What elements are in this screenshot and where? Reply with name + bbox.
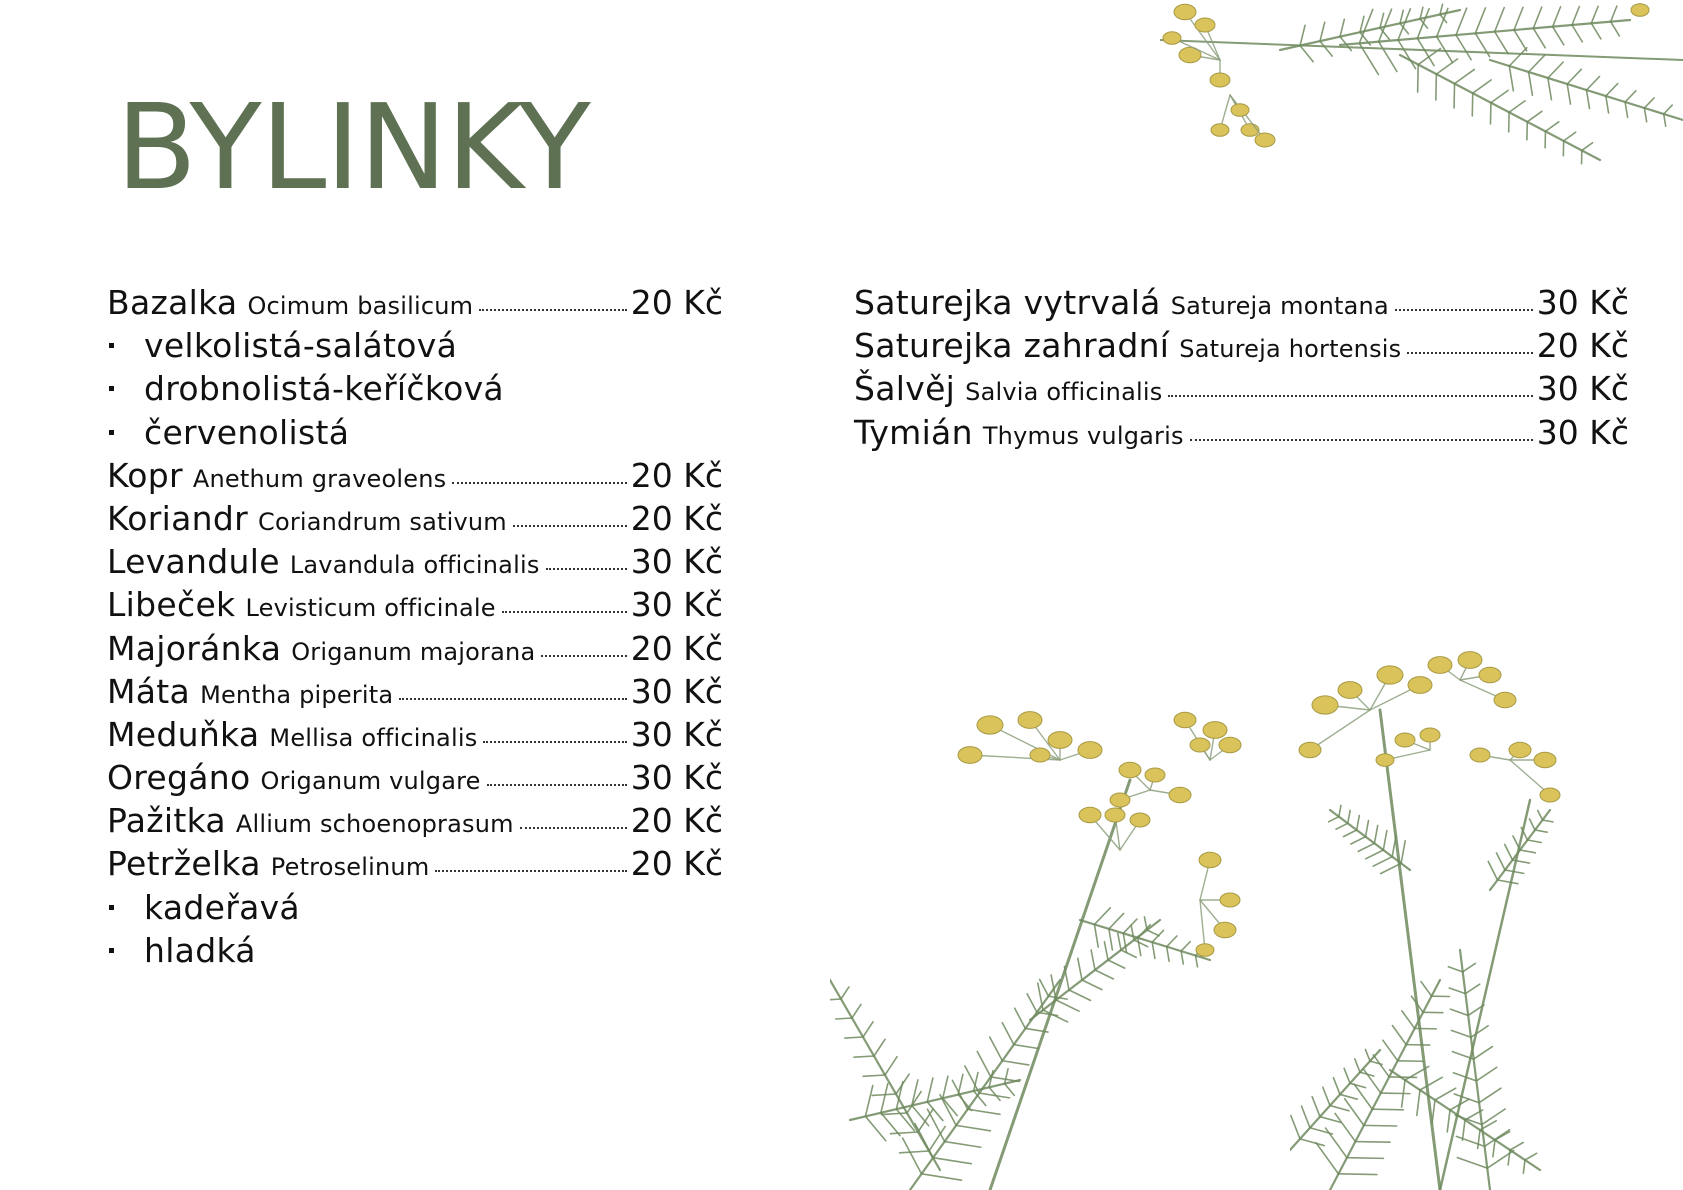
menu-item bbox=[854, 413, 1629, 456]
herb-name: Máta bbox=[107, 671, 191, 711]
menu-item bbox=[107, 283, 723, 326]
page-title: BYLINKY bbox=[116, 78, 590, 216]
dot-leader bbox=[487, 784, 627, 786]
menu-item bbox=[107, 499, 723, 542]
variant-item bbox=[107, 413, 723, 456]
herb-price: 20 Kč bbox=[630, 801, 723, 841]
herb-latin-name: Mentha piperita bbox=[200, 680, 394, 709]
dot-leader bbox=[1407, 352, 1532, 354]
yarrow-plant-icon bbox=[830, 700, 1290, 1190]
dot-leader bbox=[1190, 439, 1533, 441]
bullet-icon bbox=[109, 343, 114, 348]
herb-price: 20 Kč bbox=[1536, 326, 1629, 366]
variant-label: červenolistá bbox=[144, 412, 350, 452]
herb-latin-name: Anethum graveolens bbox=[192, 464, 447, 493]
menu-item bbox=[107, 456, 723, 499]
herb-name: Koriandr bbox=[107, 498, 248, 538]
variant-item bbox=[107, 888, 723, 931]
menu-item bbox=[107, 672, 723, 715]
dot-leader bbox=[513, 525, 627, 527]
herb-name: Saturejka zahradní bbox=[854, 326, 1170, 366]
dot-leader bbox=[546, 568, 627, 570]
herb-price: 30 Kč bbox=[630, 542, 723, 582]
dot-leader bbox=[502, 611, 627, 613]
menu-item bbox=[107, 844, 723, 887]
herb-name: Tymián bbox=[854, 412, 973, 452]
herb-latin-name: Ocimum basilicum bbox=[247, 292, 474, 320]
herb-name: Majoránka bbox=[107, 628, 282, 668]
herb-latin-name: Origanum majorana bbox=[291, 637, 536, 666]
menu-item bbox=[107, 629, 723, 672]
variant-label: drobnolistá-keříčková bbox=[144, 369, 504, 409]
menu-item bbox=[107, 715, 723, 758]
yarrow-plant-icon bbox=[1290, 650, 1683, 1190]
herb-name: Bazalka bbox=[107, 283, 238, 322]
herb-name: Libeček bbox=[107, 585, 236, 625]
herb-price: 30 Kč bbox=[630, 585, 723, 625]
herb-latin-name: Mellisa officinalis bbox=[269, 723, 478, 752]
herb-latin-name: Lavandula officinalis bbox=[289, 551, 540, 580]
menu-column-right bbox=[854, 283, 1629, 456]
variant-label: kadeřavá bbox=[144, 887, 300, 927]
herb-price: 20 Kč bbox=[630, 628, 723, 668]
bullet-icon bbox=[109, 430, 114, 435]
herb-latin-name: Satureja montana bbox=[1170, 292, 1389, 320]
herb-price: 30 Kč bbox=[1536, 283, 1629, 322]
menu-item bbox=[107, 801, 723, 844]
variant-item bbox=[107, 326, 723, 369]
menu-item bbox=[107, 542, 723, 585]
herb-latin-name: Salvia officinalis bbox=[965, 378, 1163, 407]
bullet-icon bbox=[109, 386, 114, 391]
dot-leader bbox=[1168, 395, 1532, 397]
dot-leader bbox=[541, 655, 626, 657]
dot-leader bbox=[452, 482, 626, 484]
dot-leader bbox=[479, 309, 627, 311]
herb-name: Meduňka bbox=[107, 714, 260, 754]
herb-price: 30 Kč bbox=[1536, 412, 1629, 452]
menu-item bbox=[854, 369, 1629, 412]
herb-latin-name: Allium schoenoprasum bbox=[235, 810, 514, 839]
dot-leader bbox=[435, 870, 626, 872]
variant-item bbox=[107, 369, 723, 412]
herb-latin-name: Thymus vulgaris bbox=[982, 421, 1184, 450]
variant-label: hladká bbox=[144, 930, 256, 970]
herb-name: Oregáno bbox=[107, 758, 251, 798]
herb-latin-name: Satureja hortensis bbox=[1179, 335, 1402, 364]
variant-item bbox=[107, 931, 723, 974]
variant-label: velkolistá-salátová bbox=[144, 326, 458, 366]
herb-latin-name: Levisticum officinale bbox=[245, 594, 496, 623]
herb-price: 20 Kč bbox=[630, 455, 723, 495]
herb-price: 20 Kč bbox=[630, 283, 723, 322]
herb-price: 30 Kč bbox=[1536, 369, 1629, 409]
herb-name: Šalvěj bbox=[854, 369, 956, 409]
herb-price: 30 Kč bbox=[630, 758, 723, 798]
herb-name: Saturejka vytrvalá bbox=[854, 283, 1161, 322]
bullet-icon bbox=[109, 905, 114, 910]
herb-name: Petrželka bbox=[107, 844, 261, 884]
herb-name: Pažitka bbox=[107, 801, 226, 841]
dot-leader bbox=[1395, 309, 1533, 311]
menu-item bbox=[107, 585, 723, 628]
herb-name: Levandule bbox=[107, 542, 280, 582]
menu-column-left bbox=[107, 283, 723, 974]
herb-price: 20 Kč bbox=[630, 498, 723, 538]
bullet-icon bbox=[109, 948, 114, 953]
dot-leader bbox=[399, 698, 626, 700]
herb-latin-name: Origanum vulgare bbox=[260, 767, 481, 796]
herb-latin-name: Coriandrum sativum bbox=[257, 507, 507, 536]
menu-item bbox=[854, 326, 1629, 369]
menu-item bbox=[854, 283, 1629, 326]
herb-latin-name: Petroselinum bbox=[270, 853, 430, 882]
dot-leader bbox=[483, 741, 626, 743]
herb-price: 20 Kč bbox=[630, 844, 723, 884]
yarrow-branch-icon bbox=[1160, 0, 1683, 180]
dot-leader bbox=[520, 827, 627, 829]
herb-price: 30 Kč bbox=[630, 671, 723, 711]
herb-price: 30 Kč bbox=[630, 714, 723, 754]
herb-name: Kopr bbox=[107, 455, 183, 495]
menu-item bbox=[107, 758, 723, 801]
